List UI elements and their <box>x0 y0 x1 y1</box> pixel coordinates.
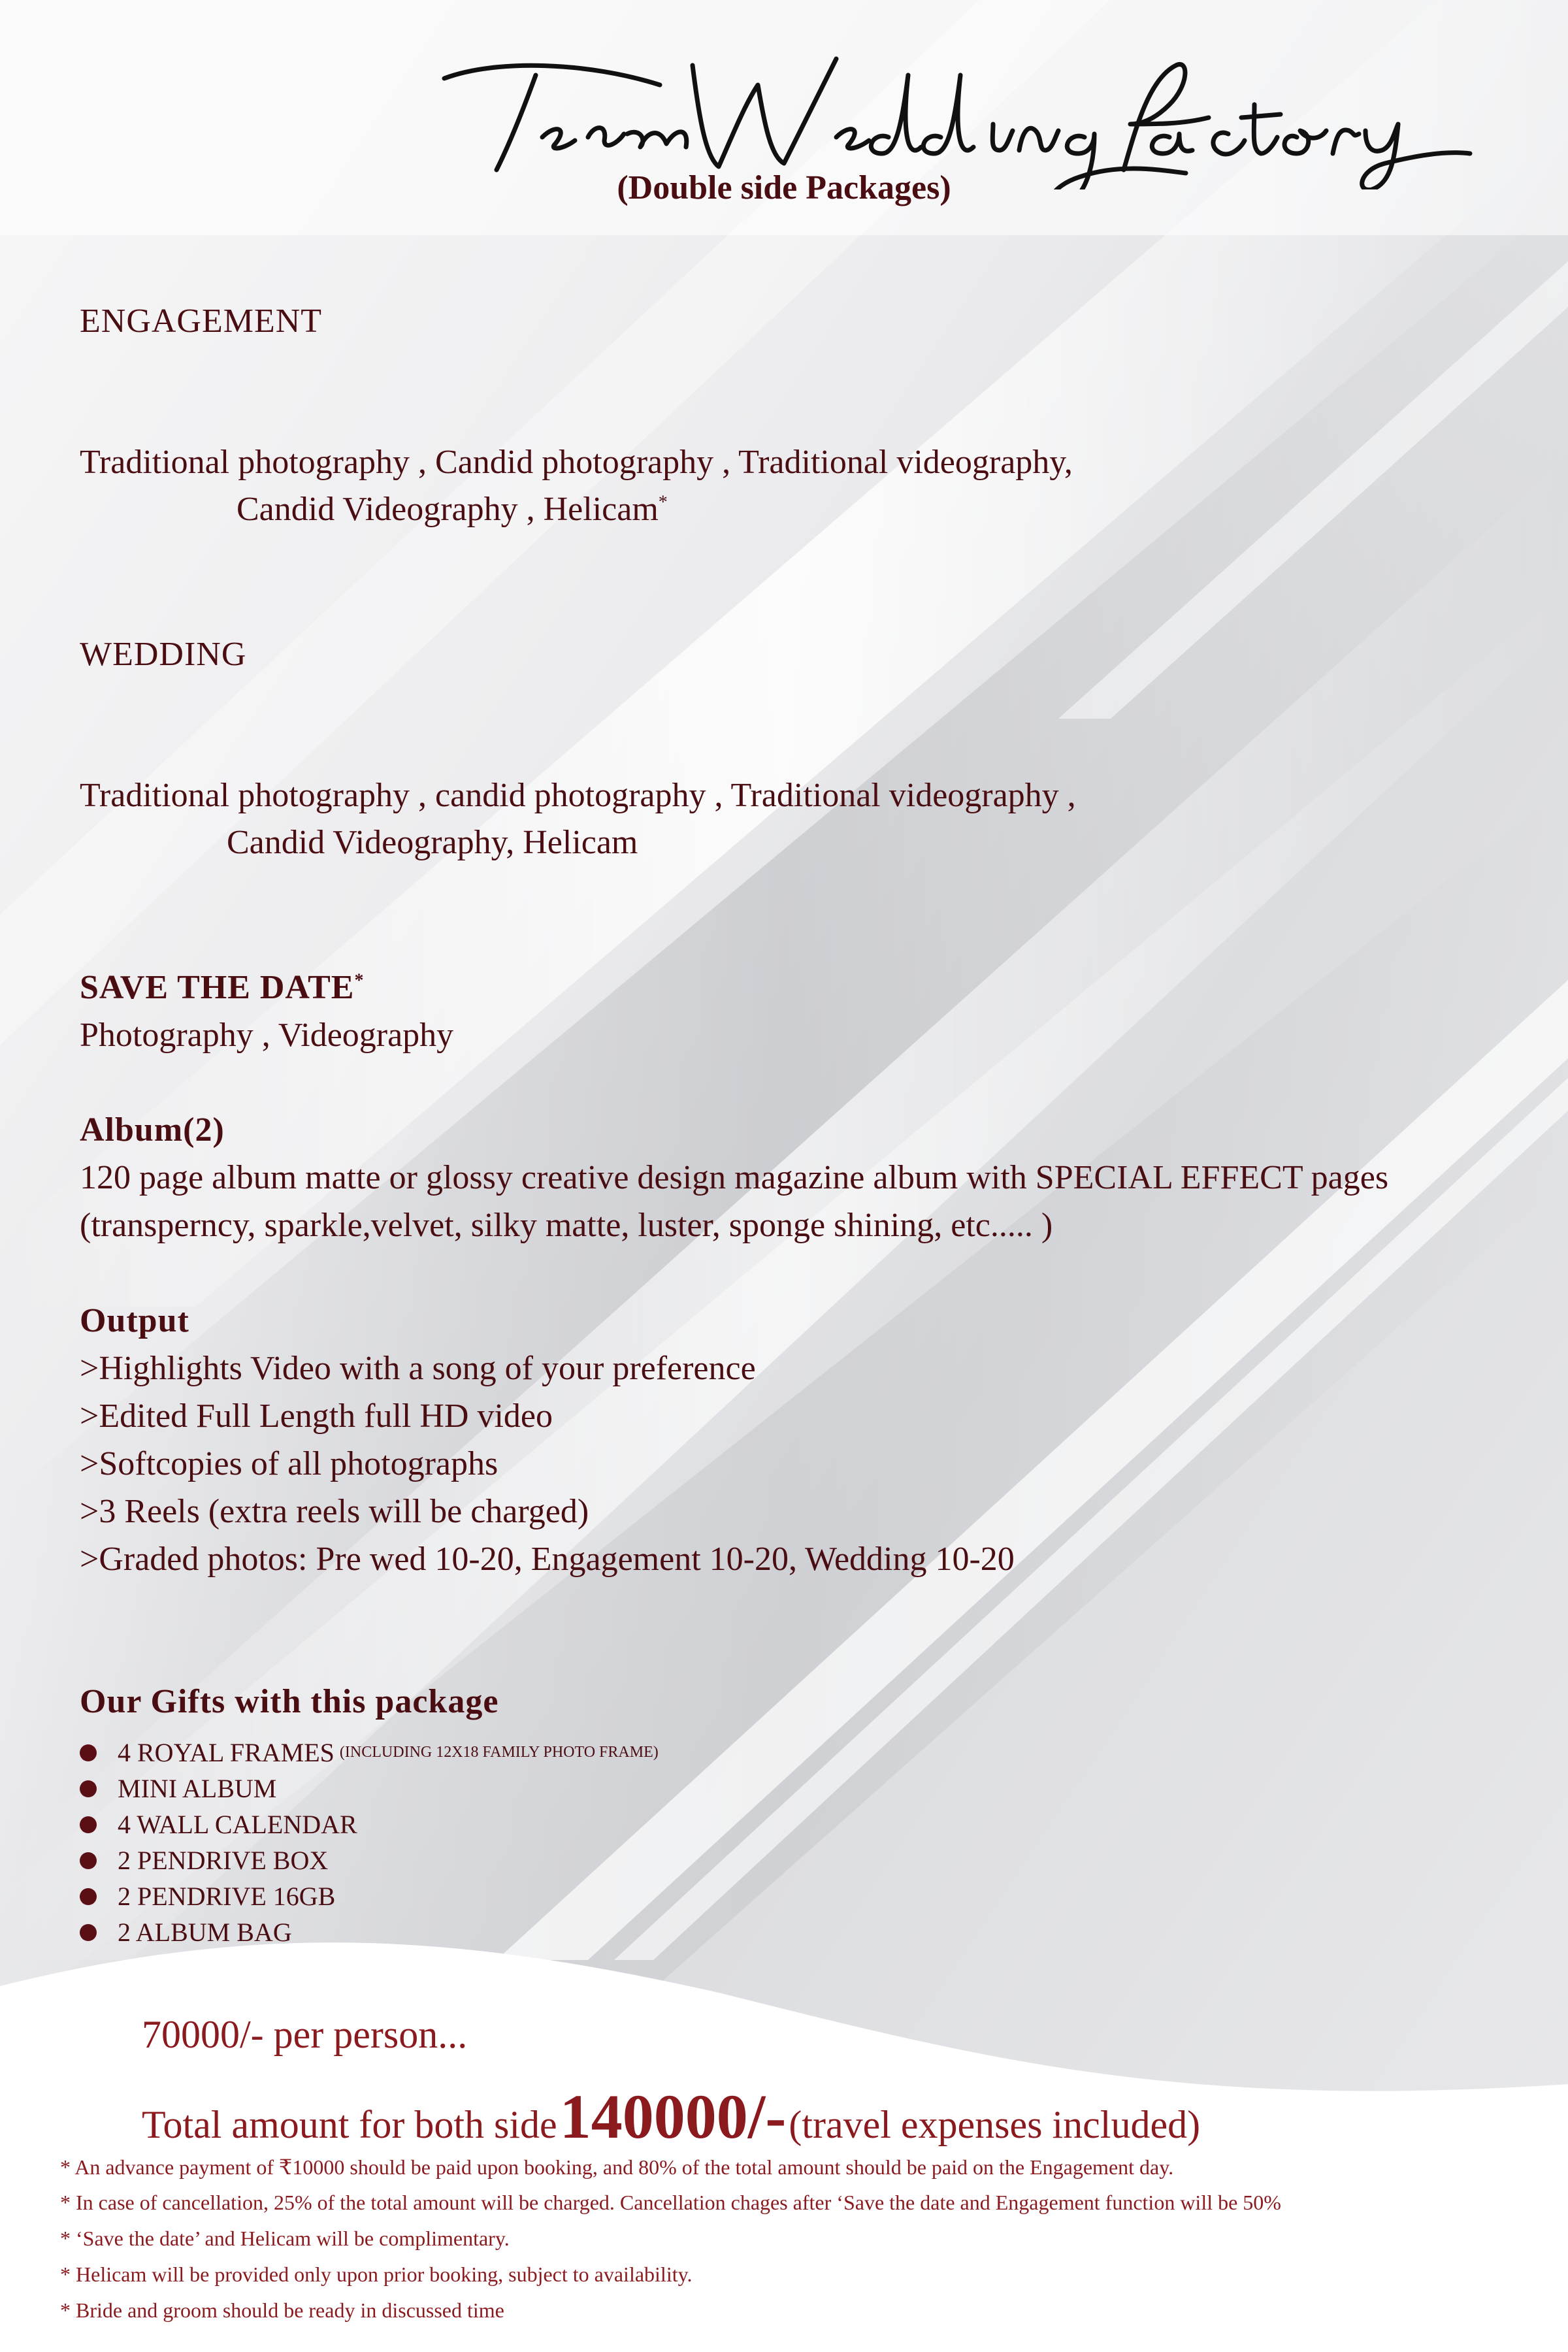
album-description-line2: (transperncy, sparkle,velvet, silky matte, luster, sponge shining, etc..... ) <box>80 1207 1053 1244</box>
bullet-icon <box>80 1780 97 1797</box>
gift-label: 4 WALL CALENDAR <box>118 1810 357 1839</box>
output-item: >Edited Full Length full HD video <box>80 1397 553 1435</box>
album-description-line1: 120 page album matte or glossy creative design magazine album with SPECIAL EFFECT pages <box>80 1159 1389 1196</box>
output-item: >Highlights Video with a song of your preference <box>80 1350 756 1387</box>
gift-note: (INCLUDING 12X18 FAMILY PHOTO FRAME) <box>339 1744 659 1761</box>
total-suffix: (travel expenses included) <box>789 2103 1201 2146</box>
output-item: >Softcopies of all photographs <box>80 1445 498 1482</box>
gift-label: 2 ALBUM BAG <box>118 1918 292 1947</box>
save-the-date-heading <box>80 968 365 1007</box>
gift-item <box>80 1771 659 1806</box>
gift-item <box>80 1806 659 1842</box>
wedding-services-line1: Traditional photography , candid photography , Traditional videography , <box>80 777 1076 814</box>
engagement-line2-text: Candid Videography , Helicam <box>237 491 659 528</box>
terms-note: * Helicam will be provided only upon prior booking, subject to availability. <box>60 2262 693 2286</box>
terms-note: * Bride and groom should be ready in discussed time <box>60 2298 504 2322</box>
output-item: >3 Reels (extra reels will be charged) <box>80 1493 589 1530</box>
packages-subtitle: (Double side Packages) <box>617 169 951 206</box>
wedding-services-line2: Candid Videography, Helicam <box>227 824 638 861</box>
terms-note: * An advance payment of ₹10000 should be paid upon booking, and 80% of the total amount should be paid on the Engagement day. <box>60 2155 1174 2179</box>
gift-label: 2 PENDRIVE 16GB <box>118 1882 336 1911</box>
gift-label: MINI ALBUM <box>118 1774 277 1803</box>
gift-item <box>80 1735 659 1771</box>
output-heading: Output <box>80 1302 189 1339</box>
gift-item <box>80 1878 659 1914</box>
engagement-heading: ENGAGEMENT <box>80 302 323 340</box>
save-the-date-heading-text: SAVE THE DATE <box>80 969 355 1006</box>
wedding-heading: WEDDING <box>80 636 247 673</box>
total-amount: 140000/- <box>559 2082 787 2151</box>
gift-label: 2 PENDRIVE BOX <box>118 1846 329 1875</box>
engagement-services-line2 <box>237 490 668 529</box>
bullet-icon <box>80 1924 97 1941</box>
gifts-heading: Our Gifts with this package <box>80 1683 499 1720</box>
terms-note: * In case of cancellation, 25% of the total amount will be charged. Cancellation chages after ‘Save the date and Engagement function will be 50% <box>60 2191 1281 2214</box>
per-person-price: 70000/- per person... <box>142 2013 468 2056</box>
bullet-icon <box>80 1744 97 1761</box>
output-item: >Graded photos: Pre wed 10-20, Engagement 10-20, Wedding 10-20 <box>80 1541 1015 1578</box>
bullet-icon <box>80 1852 97 1869</box>
gifts-list <box>80 1735 659 1950</box>
album-heading: Album(2) <box>80 1111 225 1149</box>
gift-item <box>80 1842 659 1878</box>
terms-note: * ‘Save the date’ and Helicam will be complimentary. <box>60 2227 510 2250</box>
asterisk-mark: * <box>354 970 365 991</box>
bullet-icon <box>80 1816 97 1833</box>
script-title-logo <box>0 39 1568 189</box>
save-the-date-services: Photography , Videography <box>80 1017 454 1054</box>
gift-item <box>80 1914 659 1950</box>
bullet-icon <box>80 1888 97 1905</box>
total-prefix: Total amount for both side <box>142 2103 557 2146</box>
script-title-drawing <box>0 39 1568 189</box>
engagement-services-line1: Traditional photography , Candid photography , Traditional videography, <box>80 444 1073 481</box>
gift-label: 4 ROYAL FRAMES <box>118 1738 335 1767</box>
asterisk-mark: * <box>658 492 668 513</box>
